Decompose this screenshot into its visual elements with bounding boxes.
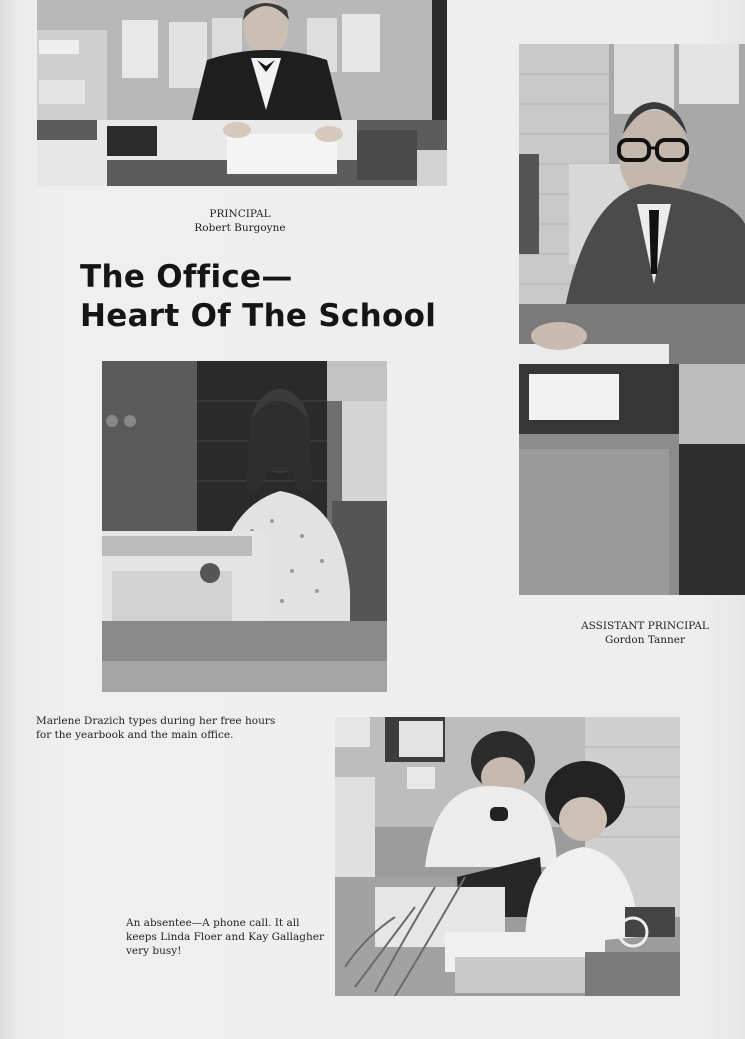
typist-caption-line-2: for the yearbook and the main office. [36,729,234,741]
assistant-principal-photo [519,44,745,595]
phone-call-caption [126,916,326,958]
principal-caption-title: PRINCIPAL [209,208,271,220]
principal-caption [160,207,320,235]
typist-caption [36,714,306,742]
phone-call-caption-line-2: keeps Linda Floer and Kay Gallagher [126,931,324,943]
typist-caption-line-1: Marlene Drazich types during her free hours [36,715,276,727]
phone-call-caption-line-3: very busy! [126,945,182,957]
headline-line-2: Heart Of The School [80,298,437,334]
principal-caption-name: Robert Burgoyne [194,222,286,234]
phone-call-caption-line-1: An absentee—A phone call. It all [126,917,300,929]
assistant-principal-caption [560,619,730,647]
principal-photo [37,0,447,186]
phone-call-photo [335,717,680,996]
page-headline [80,258,440,336]
typist-photo [102,361,387,692]
assistant-principal-caption-name: Gordon Tanner [604,634,686,646]
headline-line-1: The Office— [80,259,293,295]
assistant-principal-caption-title: ASSISTANT PRINCIPAL [581,620,709,632]
